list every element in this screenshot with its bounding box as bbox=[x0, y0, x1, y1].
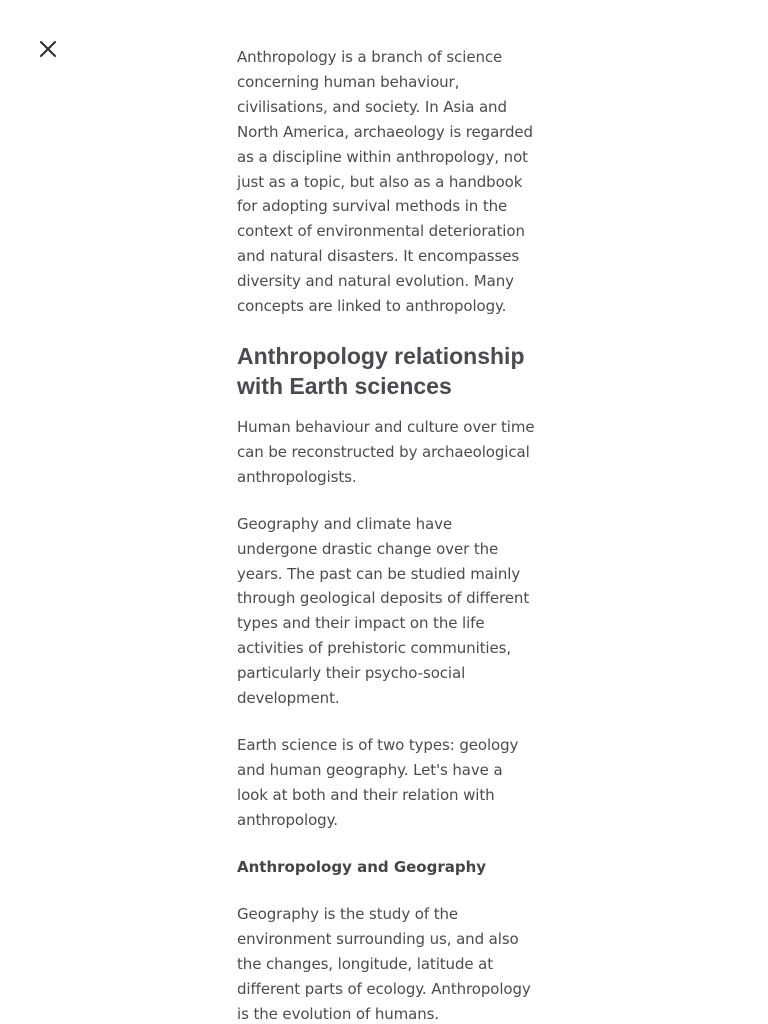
paragraph-earth-science: Earth science is of two types: geology and human geography. Let's have a look at both and their relation with anthropology. bbox=[237, 735, 519, 829]
paragraph-geography-study: Geography is the study of the environment surrounding us, and also the changes, longitude, latitude at different parts of ecology. Anthropology is the evolution of humans. bbox=[237, 905, 531, 1024]
article-body bbox=[237, 45, 535, 1024]
close-button[interactable] bbox=[36, 37, 60, 61]
paragraph-archaeological: Human behaviour and culture over time can be reconstructed by archaeological anthropologists. bbox=[237, 417, 535, 486]
subheading-anthropology-geography: Anthropology and Geography bbox=[237, 857, 487, 876]
paragraph-geography-climate: Geography and climate have undergone drastic change over the years. The past can be studied mainly through geological deposits of different types and their impact on the life activities of prehistoric communities, particularly their psycho-social development. bbox=[237, 514, 530, 708]
intro-paragraph: Anthropology is a branch of science concerning human behaviour, civilisations, and society. In Asia and North America, archaeology is regarded as a discipline within anthropology, not just as a topic, but also as a handbook for adopting survival methods in the context of environmental deterioration and natural disasters. It encompasses diversity and natural evolution. Many concepts are linked to anthropology. bbox=[237, 48, 533, 316]
section-heading: Anthropology relationship with Earth sciences bbox=[237, 342, 525, 399]
close-icon bbox=[38, 39, 58, 59]
